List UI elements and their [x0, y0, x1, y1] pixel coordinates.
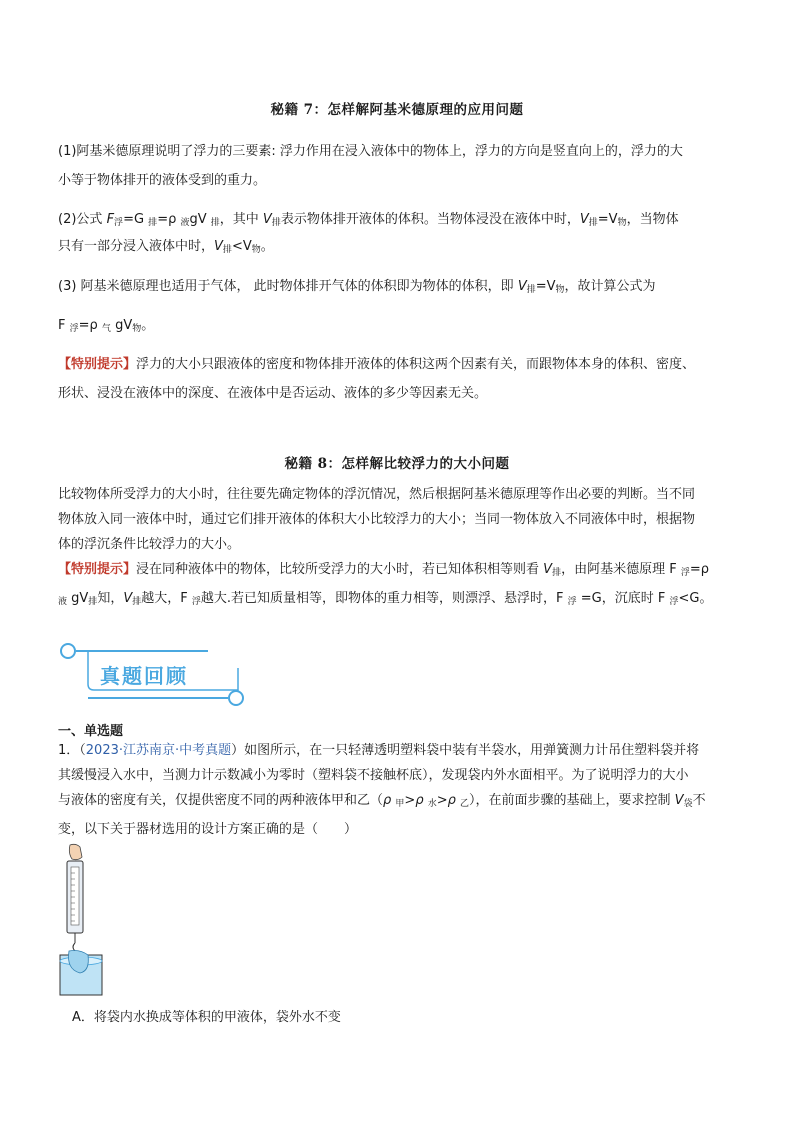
section7-title: 秘籍 7：怎样解阿基米德原理的应用问题: [270, 102, 524, 118]
section7-hint: [58, 354, 758, 404]
section-banner: [58, 638, 248, 710]
hint-text: 形状、浸没在液体中的深度、在液体中是否运动、液体的多少等因素无关。: [58, 386, 488, 401]
formula-line: 只有一部分浸入液体中时，$V_排<V_物$。: [58, 239, 274, 255]
text-line: 体的浮沉条件比较浮力的大小。: [58, 537, 241, 552]
hint-line: $_液$ $gV_排$知，$V_排$越大，F $_浮$越大.若已知质量相等，即物体的重力相等，则漂浮、悬浮时，F $_浮$ =G，沉底时 F $_浮$<G。: [58, 591, 713, 607]
text-line: 小等于物体排开的液体受到的重力。: [58, 173, 267, 188]
section7-paragraph-1: [58, 141, 748, 191]
spring-scale-figure: [58, 843, 118, 998]
section7-paragraph-3: (3) 阿基米德原理也适用于气体， 此时物体排开气体的体积即为物体的体积，即 $V_排=V_物$，故计算公式为: [58, 279, 656, 295]
question-source: 2023·江苏南京·中考真题: [85, 743, 232, 758]
text-line: 其缓慢浸入水中，当测力计示数减小为零时（塑料袋不接触杯底），发现袋内外水面相平。为了说明浮力的大小: [58, 768, 689, 783]
hint-label: 【特别提示】: [58, 562, 137, 577]
question-heading: 一、单选题: [58, 724, 124, 739]
section7-formula: F $_浮$=ρ $_气$ $gV_物$。: [58, 318, 155, 334]
hint-line: 【特别提示】浸在同种液体中的物体，比较所受浮力的大小时，若已知体积相等则看 $V_排$，由阿基米德原理 F $_浮$=ρ: [58, 562, 709, 578]
hint-label: 【特别提示】: [58, 357, 137, 372]
text-line: 变，以下关于器材选用的设计方案正确的是（ ）: [58, 822, 358, 837]
section7-paragraph-2: [58, 209, 758, 261]
section8-paragraph: [58, 482, 758, 615]
text-line: (1)阿基米德原理说明了浮力的三要素: 浮力作用在浸入液体中的物体上，浮力的方向是竖直向上的，浮力的大: [58, 144, 683, 159]
question-1: 1．（2023·江苏南京·中考真题）如图所示，在一只轻薄透明塑料袋中装有半袋水，用弹簧测力计吊住塑料袋并将 其缓慢浸入水中，当测力计示数减小为零时（塑料袋不接触杯底），发现袋内外水面相平。为了说明浮力的大小 与液体的密度有关，仅提供密度不同的两种液体甲和乙（ρ $_甲$>ρ $_水$>ρ $_乙$），在前面步骤的基础上，要求控制 $V_袋$不 变，以下关于器材选用的设计方案正确的是（ ）: [58, 738, 758, 842]
banner-title: 真题回顾: [100, 664, 188, 688]
section8-title: 秘籍 8：怎样解比较浮力的大小问题: [284, 456, 510, 472]
text-line: 比较物体所受浮力的大小时，往往要先确定物体的浮沉情况，然后根据阿基米德原理等作出必要的判断。当不同: [58, 487, 696, 502]
option-a[interactable]: A．将袋内水换成等体积的甲液体，袋外水不变: [72, 1010, 341, 1025]
text-line: 物体放入同一液体中时，通过它们排开液体的体积大小比较浮力的大小；当同一物体放入不同液体中时，根据物: [58, 512, 696, 527]
spring-scale-illustration: [58, 843, 118, 998]
formula-line: (2)公式 $F_浮=G$ $_排$=ρ $_液$gV $_排$，其中 $V_排$表示物体排开液体的体积。当物体浸没在液体中时，$V_排=V_物$，当物体: [58, 212, 679, 228]
hint-text: 浮力的大小只跟液体的密度和物体排开液体的体积这两个因素有关，而跟物体本身的体积、密度、: [136, 357, 696, 372]
